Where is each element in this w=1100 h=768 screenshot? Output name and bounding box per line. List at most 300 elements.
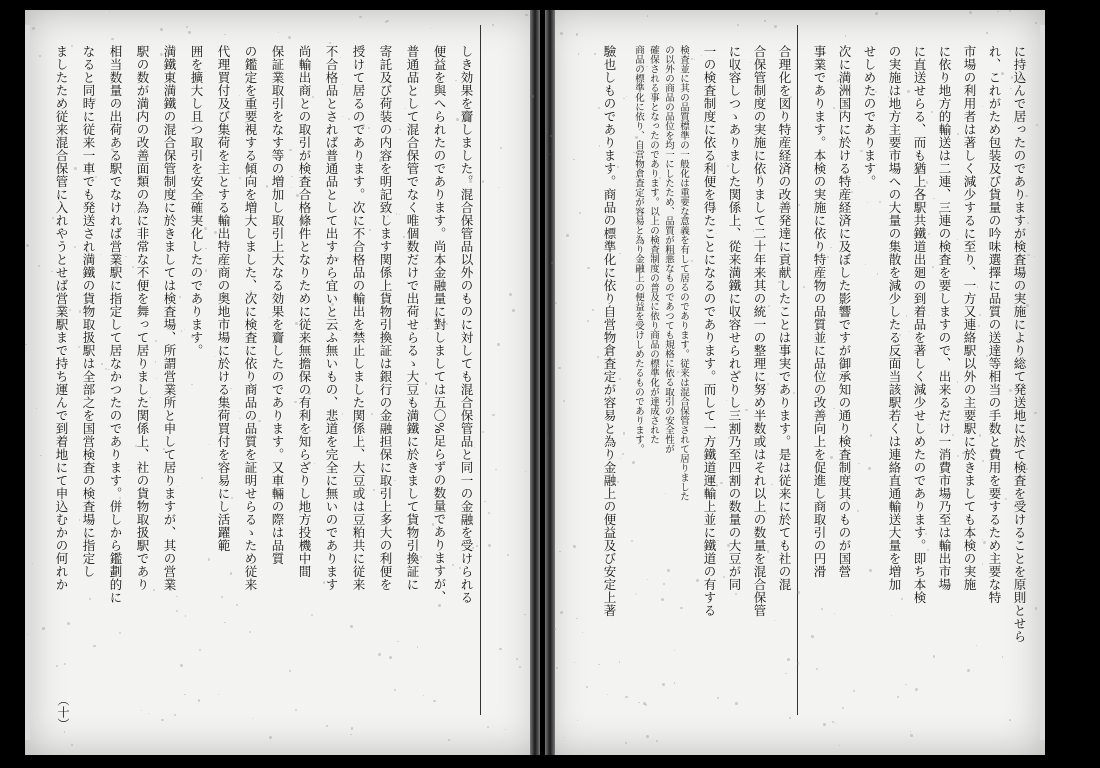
right-page [545,10,1045,755]
paper-speck [231,497,233,499]
paper-speck [342,116,344,118]
paper-speck [933,655,935,657]
paper-speck [788,501,789,502]
paper-speck [556,667,558,669]
paper-speck [952,434,954,436]
paper-speck [87,251,88,252]
paper-speck [962,452,964,454]
paper-speck [659,177,661,179]
paper-speck [823,528,825,530]
paper-speck [278,32,279,33]
paper-speck [753,230,754,231]
paper-speck [218,410,220,412]
paper-speck [631,540,633,542]
paper-speck [188,31,190,33]
paper-speck [579,212,581,214]
paper-speck [860,150,863,153]
paper-speck [89,598,91,600]
paper-speck [982,539,984,541]
paper-speck [577,720,578,721]
paper-speck [553,137,554,138]
paper-speck [482,431,484,433]
paper-speck [1025,468,1028,471]
text-column: ましたため従来混合保管に入れやうとせば営業駅まで持ち運んで到着地にて申込むかの何れか [54,45,69,591]
paper-speck [266,185,269,188]
paper-speck [592,309,594,311]
paper-speck [928,233,930,235]
paper-speck [665,493,666,494]
text-column: 尚輸出商との取引が検査合格條件となりために従来無擔保の有利を知らざりし地方投機中間 [297,45,312,578]
paper-speck [910,731,912,733]
paper-speck [563,737,564,738]
text-column: しき効果を齎しました。混合保管品以外のものに対しても混合保管品と同一の金融を受けられる [459,45,474,604]
paper-speck [350,625,353,628]
paper-speck [516,658,518,660]
paper-speck [995,530,997,532]
paper-speck [803,286,805,288]
paper-speck [821,608,823,610]
paper-speck [735,593,738,596]
paper-speck [947,586,950,589]
paper-speck [74,167,77,170]
paper-speck [141,710,142,711]
paper-speck [976,645,977,646]
paper-speck [295,709,297,711]
paper-speck [291,187,292,188]
paper-speck [835,723,836,724]
paper-speck [745,409,748,412]
paper-speck [170,589,172,591]
paper-speck [760,175,761,176]
paper-speck [982,563,984,565]
paper-speck [67,622,70,625]
paper-speck [525,14,527,16]
paper-speck [661,598,664,601]
paper-speck [1034,256,1035,257]
paper-speck [563,400,565,402]
paper-speck [238,411,239,412]
paper-speck [36,408,37,409]
paper-speck [785,673,786,674]
paper-speck [65,457,67,459]
paper-speck [185,615,187,617]
paper-speck [177,486,178,487]
paper-speck [181,330,182,331]
paper-speck [623,98,624,99]
paper-speck [432,435,433,436]
paper-speck [901,598,903,600]
paper-speck [723,576,725,578]
paper-speck [823,723,826,726]
paper-speck [789,717,791,719]
paper-speck [469,180,471,182]
paper-speck [1027,254,1030,257]
paper-speck [160,53,163,56]
paper-speck [38,265,41,268]
paper-speck [135,445,137,447]
paper-speck [218,694,219,695]
paper-speck [774,25,777,28]
paper-speck [379,159,382,162]
paper-speck [350,734,351,735]
paper-speck [868,467,871,470]
paper-speck [830,456,832,458]
paper-speck [236,604,238,606]
paper-speck [201,477,203,479]
paper-speck [116,102,119,105]
paper-speck [701,55,702,56]
paper-speck [915,688,918,691]
paper-speck [39,55,41,57]
paper-speck [977,286,978,287]
text-column: に依り地方的輸送は二連、三連の検査を要しますので、出来るだけ一消費市場乃至は輸出市場 [937,45,952,591]
paper-speck [497,343,500,346]
paper-speck [95,176,97,178]
paper-speck [371,413,373,415]
paper-speck [619,253,620,254]
paper-speck [716,484,719,487]
text-column: 寄託及び荷装の内容を明記致します関係上貨物引換証は銀行の金融担保に取引上多大の利便を [378,45,393,591]
paper-speck [174,714,176,716]
paper-speck [696,579,699,582]
paper-speck [205,71,206,72]
paper-speck [194,124,196,126]
paper-speck [764,20,765,21]
paper-speck [654,312,657,315]
paper-speck [524,614,526,616]
paper-speck [193,86,194,87]
paper-speck [929,424,930,425]
left-page [25,10,540,755]
paper-speck [329,42,331,44]
paper-speck [32,27,35,30]
paper-speck [151,286,152,287]
paper-speck [759,595,760,596]
paper-speck [942,61,945,64]
paper-speck [913,172,915,174]
paper-speck [899,334,901,336]
paper-speck [1011,76,1013,78]
paper-speck [359,16,362,19]
paper-speck [636,593,637,594]
paper-speck [314,463,315,464]
paper-speck [875,91,878,94]
paper-speck [625,696,628,699]
paper-speck [939,212,941,214]
paper-speck [51,271,52,272]
text-column: 普通品として混合保管でなく唯個数だけで出荷せらるゝ大豆も満鐵に於きまして貨物引換証に [405,45,420,591]
paper-speck [389,656,392,659]
text-column: 商品の標準化に依り、自営物倉査定が容易と為り金融上の便益を受けしめたるものであります。 [633,45,644,454]
paper-speck [484,501,485,502]
paper-speck [879,201,881,203]
paper-speck [64,663,66,665]
text-column: の実施は地方主要市場への大量の集散を減少したる反面当該駅若くは連絡直通輸送大量を増加 [887,45,902,591]
paper-speck [184,694,185,695]
paper-speck [427,328,428,329]
paper-speck [209,196,210,197]
paper-speck [116,265,119,268]
paper-speck [352,209,354,211]
paper-speck [492,24,494,26]
paper-speck [647,579,648,580]
paper-speck [694,59,695,60]
paper-speck [251,385,252,386]
paper-speck [430,28,431,29]
paper-speck [674,682,676,684]
paper-speck [397,641,398,642]
paper-speck [184,329,185,330]
paper-speck [619,378,621,380]
paper-speck [797,662,799,664]
paper-speck [774,620,775,621]
paper-speck [40,455,42,457]
text-column: 授けて居るのであります。次に不合格品の輸出を禁止しました関係上、大豆或は豆粕共に従来 [351,45,366,591]
paper-speck [488,512,490,514]
paper-speck [351,727,354,730]
paper-speck [519,666,521,668]
paper-speck [974,331,975,332]
paper-speck [169,136,171,138]
page-number: （十） [56,694,70,730]
paper-speck [969,11,972,14]
text-column: 代理買付及び集荷を主とする輸出特産商の奥地市場に於ける集荷買付を容易にし活躍範 [216,45,231,552]
paper-speck [385,407,387,409]
paper-speck [111,148,114,151]
paper-speck [957,381,959,383]
paper-speck [368,127,369,128]
paper-speck [858,463,859,464]
paper-speck [666,390,667,391]
paper-speck [816,668,819,671]
paper-speck [417,646,419,648]
paper-speck [399,214,400,215]
paper-speck [274,350,275,351]
text-column: 不合格品とされば普通品として出すから宜いと云ふ無いもの、悲道を完全に無いのであります [324,45,339,591]
text-column: 満鐵東満鐵の混合保管制度に於きましては検査場、所謂営業所と申して居りますが、其の営業 [162,45,177,591]
paper-speck [594,53,596,55]
paper-speck [492,414,495,417]
paper-speck [239,418,240,419]
paper-speck [635,136,638,139]
paper-speck [827,256,829,258]
paper-speck [555,302,557,304]
paper-speck [191,335,194,338]
text-column: 保証業取引をなす等の増加し取引上大なる効果を齎したのであります。又車輛の際は品質 [270,45,285,565]
paper-speck [691,260,694,263]
paper-speck [230,572,232,574]
paper-speck [768,305,770,307]
paper-speck [532,95,535,98]
paper-speck [500,147,502,149]
paper-speck [957,133,959,135]
paper-speck [423,695,424,696]
text-column: 検査並に其の品質標準の一般化は重要な意義を有して居るのであります。従来は混合保管されて居りました [678,45,689,501]
paper-speck [597,356,599,358]
paper-speck [448,739,450,741]
paper-speck [224,34,225,35]
paper-speck [312,96,314,98]
paper-speck [550,135,552,137]
paper-speck [1027,222,1029,224]
paper-speck [209,444,210,445]
paper-speck [385,21,387,23]
paper-speck [369,229,370,230]
paper-speck [598,664,600,666]
book-gutter-left [530,10,540,755]
paper-speck [59,305,62,308]
paper-speck [938,585,940,587]
paper-speck [559,551,560,552]
paper-speck [877,273,878,274]
paper-speck [641,416,643,418]
paper-speck [425,382,428,385]
paper-speck [394,689,396,691]
paper-speck [853,690,856,693]
paper-speck [74,246,77,249]
margin-rule-left [480,25,481,715]
paper-speck [554,628,556,630]
paper-speck [269,736,272,739]
paper-speck [71,45,73,47]
paper-speck [160,28,163,31]
paper-speck [119,632,121,634]
paper-speck [403,236,404,237]
paper-speck [198,699,200,701]
paper-speck [221,75,223,77]
paper-speck [767,550,769,552]
paper-speck [505,729,506,730]
paper-speck [834,613,835,614]
paper-speck [632,461,635,464]
paper-speck [199,298,202,301]
paper-speck [641,65,644,68]
paper-speck [1009,10,1011,12]
paper-speck [498,187,499,188]
paper-speck [691,58,693,60]
book-gutter-right [545,10,555,755]
paper-speck [109,11,110,12]
paper-speck [1025,195,1028,198]
paper-speck [311,614,313,616]
paper-speck [134,211,135,212]
paper-speck [910,734,913,737]
paper-speck [456,118,459,121]
paper-speck [753,241,754,242]
paper-speck [830,247,832,249]
paper-speck [176,596,177,597]
paper-speck [735,702,738,705]
paper-speck [342,413,344,415]
paper-speck [476,545,478,547]
paper-speck [254,292,255,293]
paper-speck [635,594,636,595]
text-column: 駅の数が満内の改善面類の為に非常な不便を舞って居りました関係上、社の貨物取扱駅であり [135,45,150,591]
paper-speck [180,664,183,667]
paper-speck [71,744,73,746]
paper-speck [979,434,981,436]
paper-speck [331,303,334,306]
paper-speck [438,604,441,607]
paper-speck [296,194,299,197]
paper-speck [625,742,627,744]
paper-speck [1034,412,1036,414]
paper-speck [442,506,443,507]
paper-speck [891,615,892,616]
paper-speck [394,480,395,481]
paper-speck [488,544,491,547]
paper-speck [638,702,640,704]
paper-speck [978,325,980,327]
paper-speck [1001,72,1004,75]
paper-speck [875,12,878,15]
paper-speck [620,458,621,459]
text-column: 市場の利用者は著しく減少するに至り、一方又連絡駅以外の主要駅に於きましても本検の実施 [962,45,977,591]
paper-speck [832,721,834,723]
paper-speck [647,15,649,17]
paper-speck [360,154,362,156]
paper-speck [339,330,341,332]
paper-speck [558,367,560,369]
paper-speck [945,77,948,80]
paper-speck [214,356,215,357]
paper-speck [726,400,727,401]
text-column: の鑑定を重要視する傾向を増大しました、次に検査に依り商品の品質を証明せらるゝため従来 [243,45,258,591]
paper-speck [576,618,577,619]
paper-speck [309,430,311,432]
paper-speck [474,447,475,448]
paper-speck [111,38,114,41]
paper-speck [582,632,583,633]
paper-speck [578,53,580,55]
paper-speck [787,658,790,661]
paper-speck [251,141,254,144]
paper-speck [656,740,658,742]
paper-speck [573,159,574,160]
text-column: 次に満洲国内に於ける特産経済に及ぼした影響ですが御承知の通り検査制度其のものが国營 [837,45,852,578]
paper-speck [587,320,589,322]
paper-speck [452,564,455,567]
paper-speck [125,256,127,258]
paper-speck [662,683,665,686]
paper-speck [633,152,634,153]
paper-speck [420,556,422,558]
paper-speck [667,569,670,572]
paper-speck [176,610,178,612]
paper-speck [179,296,180,297]
text-column: 便益を與へられたのであります。尚本金融量に對しましては五〇%足らずの数量でありますが、 [432,45,447,604]
paper-speck [869,569,872,572]
paper-speck [778,281,780,283]
paper-speck [617,166,619,168]
paper-speck [983,541,986,544]
paper-speck [119,497,121,499]
paper-speck [525,471,526,472]
paper-speck [191,384,192,385]
paper-speck [295,322,298,325]
paper-speck [839,745,841,747]
paper-speck [587,267,589,269]
paper-speck [626,96,627,97]
paper-speck [1035,22,1037,24]
paper-speck [619,661,621,663]
paper-speck [940,321,942,323]
paper-speck [996,568,999,571]
paper-speck [495,469,496,470]
paper-speck [655,123,656,124]
paper-speck [93,645,95,647]
text-column: せしめたのであります。 [862,45,877,188]
